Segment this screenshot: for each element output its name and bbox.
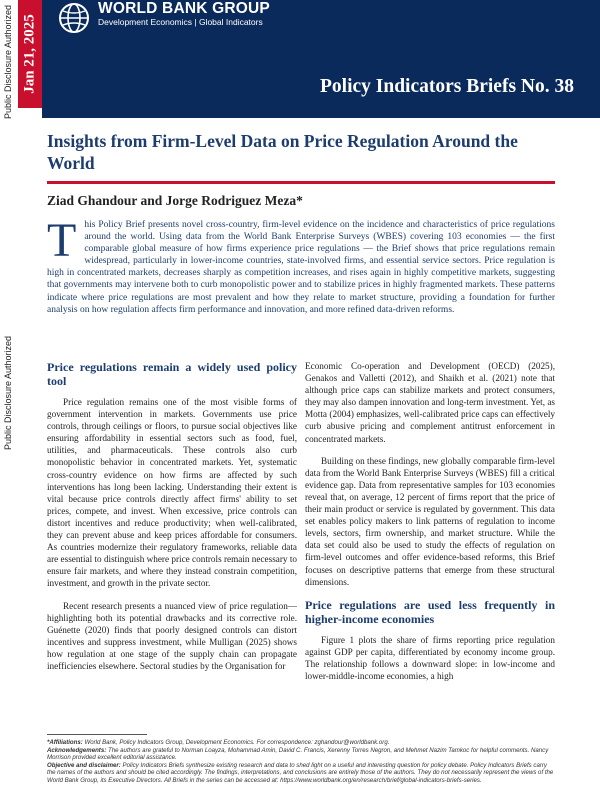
section-heading-2: Price regulations are used less frequently in higher-income economies	[305, 597, 555, 626]
disclosure-stamp-middle: Public Disclosure Authorized	[3, 335, 13, 451]
drop-cap: T	[47, 214, 77, 267]
left-column	[47, 360, 297, 682]
paragraph: Figure 1 plots the share of firms reporting price regulation against GDP per capita, differentiated by economy income group. The relationship follows a downward slope: in low-income and lower-middle-income economies, a high	[305, 634, 555, 681]
title-divider	[47, 181, 555, 184]
disclosure-stamp-top: Public Disclosure Authorized	[3, 4, 13, 120]
authors: Ziad Ghandour and Jorge Rodriguez Meza*	[47, 193, 303, 208]
right-column	[305, 360, 555, 692]
paragraph: Economic Co-operation and Development (OECD) (2025), Genakos and Valletti (2012), and Shaikh et al. (2021) note that although price caps can stabilize markets and protect consumers, they may also dampen innovation and long-term investment. Yet, as Motta (2004) emphasizes, well-calibrated price caps can effectively curb abusive pricing and complement antitrust enforcement in concentrated markets.	[305, 361, 555, 444]
footnote-text: World Bank, Policy Indicators Group, Development Economics. For correspondence: zghandour@worldbank.org.	[84, 739, 390, 746]
date-label: Jan 21, 2025	[21, 14, 38, 94]
page-title: Insights from Firm-Level Data on Price Regulation Around the World	[47, 131, 518, 173]
org-subtitle: Development Economics | Global Indicators	[98, 17, 263, 27]
series-title: Policy Indicators Briefs No. 38	[319, 76, 574, 97]
paragraph: Building on these findings, new globally comparable firm-level data from the World Bank Enterprise Surveys (WBES) fill a critical evidence gap. Data from representative samples for 103 economies reveal that, on average, 12 percent of firms report that the price of their main product or service is regulated by government. This data set enables policy makers to link patterns of regulation to income levels, sectors, firm ownership, and market structure. While the data set could also be used to study the effects of regulation on firm-level outcomes and offer evidence-based reforms, this Brief focuses on descriptive patterns that emerge from these structural dimensions.	[305, 455, 555, 587]
world-bank-globe-icon	[58, 2, 90, 34]
section-heading-1: Price regulations remain a widely used policy tool	[47, 360, 297, 388]
footnote-text: The authors are grateful to Norman Loayza, Mohammad Amin, David C. Francis, Xerenny Torres Negron, and Mehmet Nazim Tamkoc for helpful comments. Nancy Morrison provided excellent editorial assistance.	[47, 746, 549, 762]
footnote-label: Acknowledgements:	[47, 746, 107, 754]
paragraph: Price regulation remains one of the most visible forms of government intervention in markets. Governments use price controls, through ceilings or floors, to pursue social objectives like ensuring affordability in essential sectors such as food, fuel, utilities, and pharmaceuticals. These controls also curb monopolistic behavior in concentrated markets. Yet, systematic cross-country evidence on how firms are affected by such interventions has long been lacking. Understanding their extent is vital because price controls directly affect firms' ability to set prices, compete, and invest. When excessive, price controls can distort incentives and reduce productivity; when well-calibrated, they can prevent abuse and keep prices affordable for consumers. As countries modernize their regulatory frameworks, reliable data are essential to distinguish where price controls remain necessary to ensure fair markets, and where they instead constrain competition, investment, and growth in the private sector.	[47, 397, 297, 589]
abstract-text: his Policy Brief presents novel cross-country, firm-level evidence on the incidence and characteristics of price regulations around the world. Using data from the World Bank Enterprise Surveys (WBES) covering 103 economies — the first comparable global measure of how firms experience price regulations — the Brief shows that price regulations remain widespread, particularly in lower-income countries, state-involved firms, and essential service sectors. Price regulation is high in concentrated markets, decreases sharply as competition increases, and rises again in highly competitive markets, suggesting that governments may intervene both to curb monopolistic power and to stabilize prices in highly fragmented markets. These patterns indicate where price regulations are most prevalent and how they relate to market structure, providing a foundation for further analysis on how regulation affects firm performance and innovation, and more refined data-driven reforms.	[47, 220, 555, 315]
footnote-label: *Affiliations:	[47, 739, 83, 746]
paragraph: Recent research presents a nuanced view of price regulation—highlighting both its potential drawbacks and its corrective role. Guénette (2020) finds that poorly designed controls can distort incentives and suppress investment, while Mulligan (2025) shows how regulation at one stage of the supply chain can propagate inefficiencies elsewhere. Sectoral studies by the Organisation for	[47, 600, 297, 671]
footnote-divider	[47, 734, 147, 735]
abstract	[47, 214, 555, 316]
footnote-text: Policy Indicators Briefs synthesize existing research and data to shed light on a useful and interesting question for policy debate. Policy Indicators Briefs carry the names of the authors and should be cited accordingly. The findings, interpretations, and conclusions are entirely those of the authors. They do not necessarily represent the views of the World Bank Group, its Executive Directors. All Briefs in the series can be accessed at: https://www.worldbank.org/en/research/brief/global-indicators-briefs-series.	[47, 761, 554, 784]
header-banner	[42, 0, 600, 118]
footnote-label: Objective and disclaimer:	[47, 761, 121, 769]
footnotes	[47, 739, 555, 785]
org-title: WORLD BANK GROUP	[98, 0, 270, 17]
